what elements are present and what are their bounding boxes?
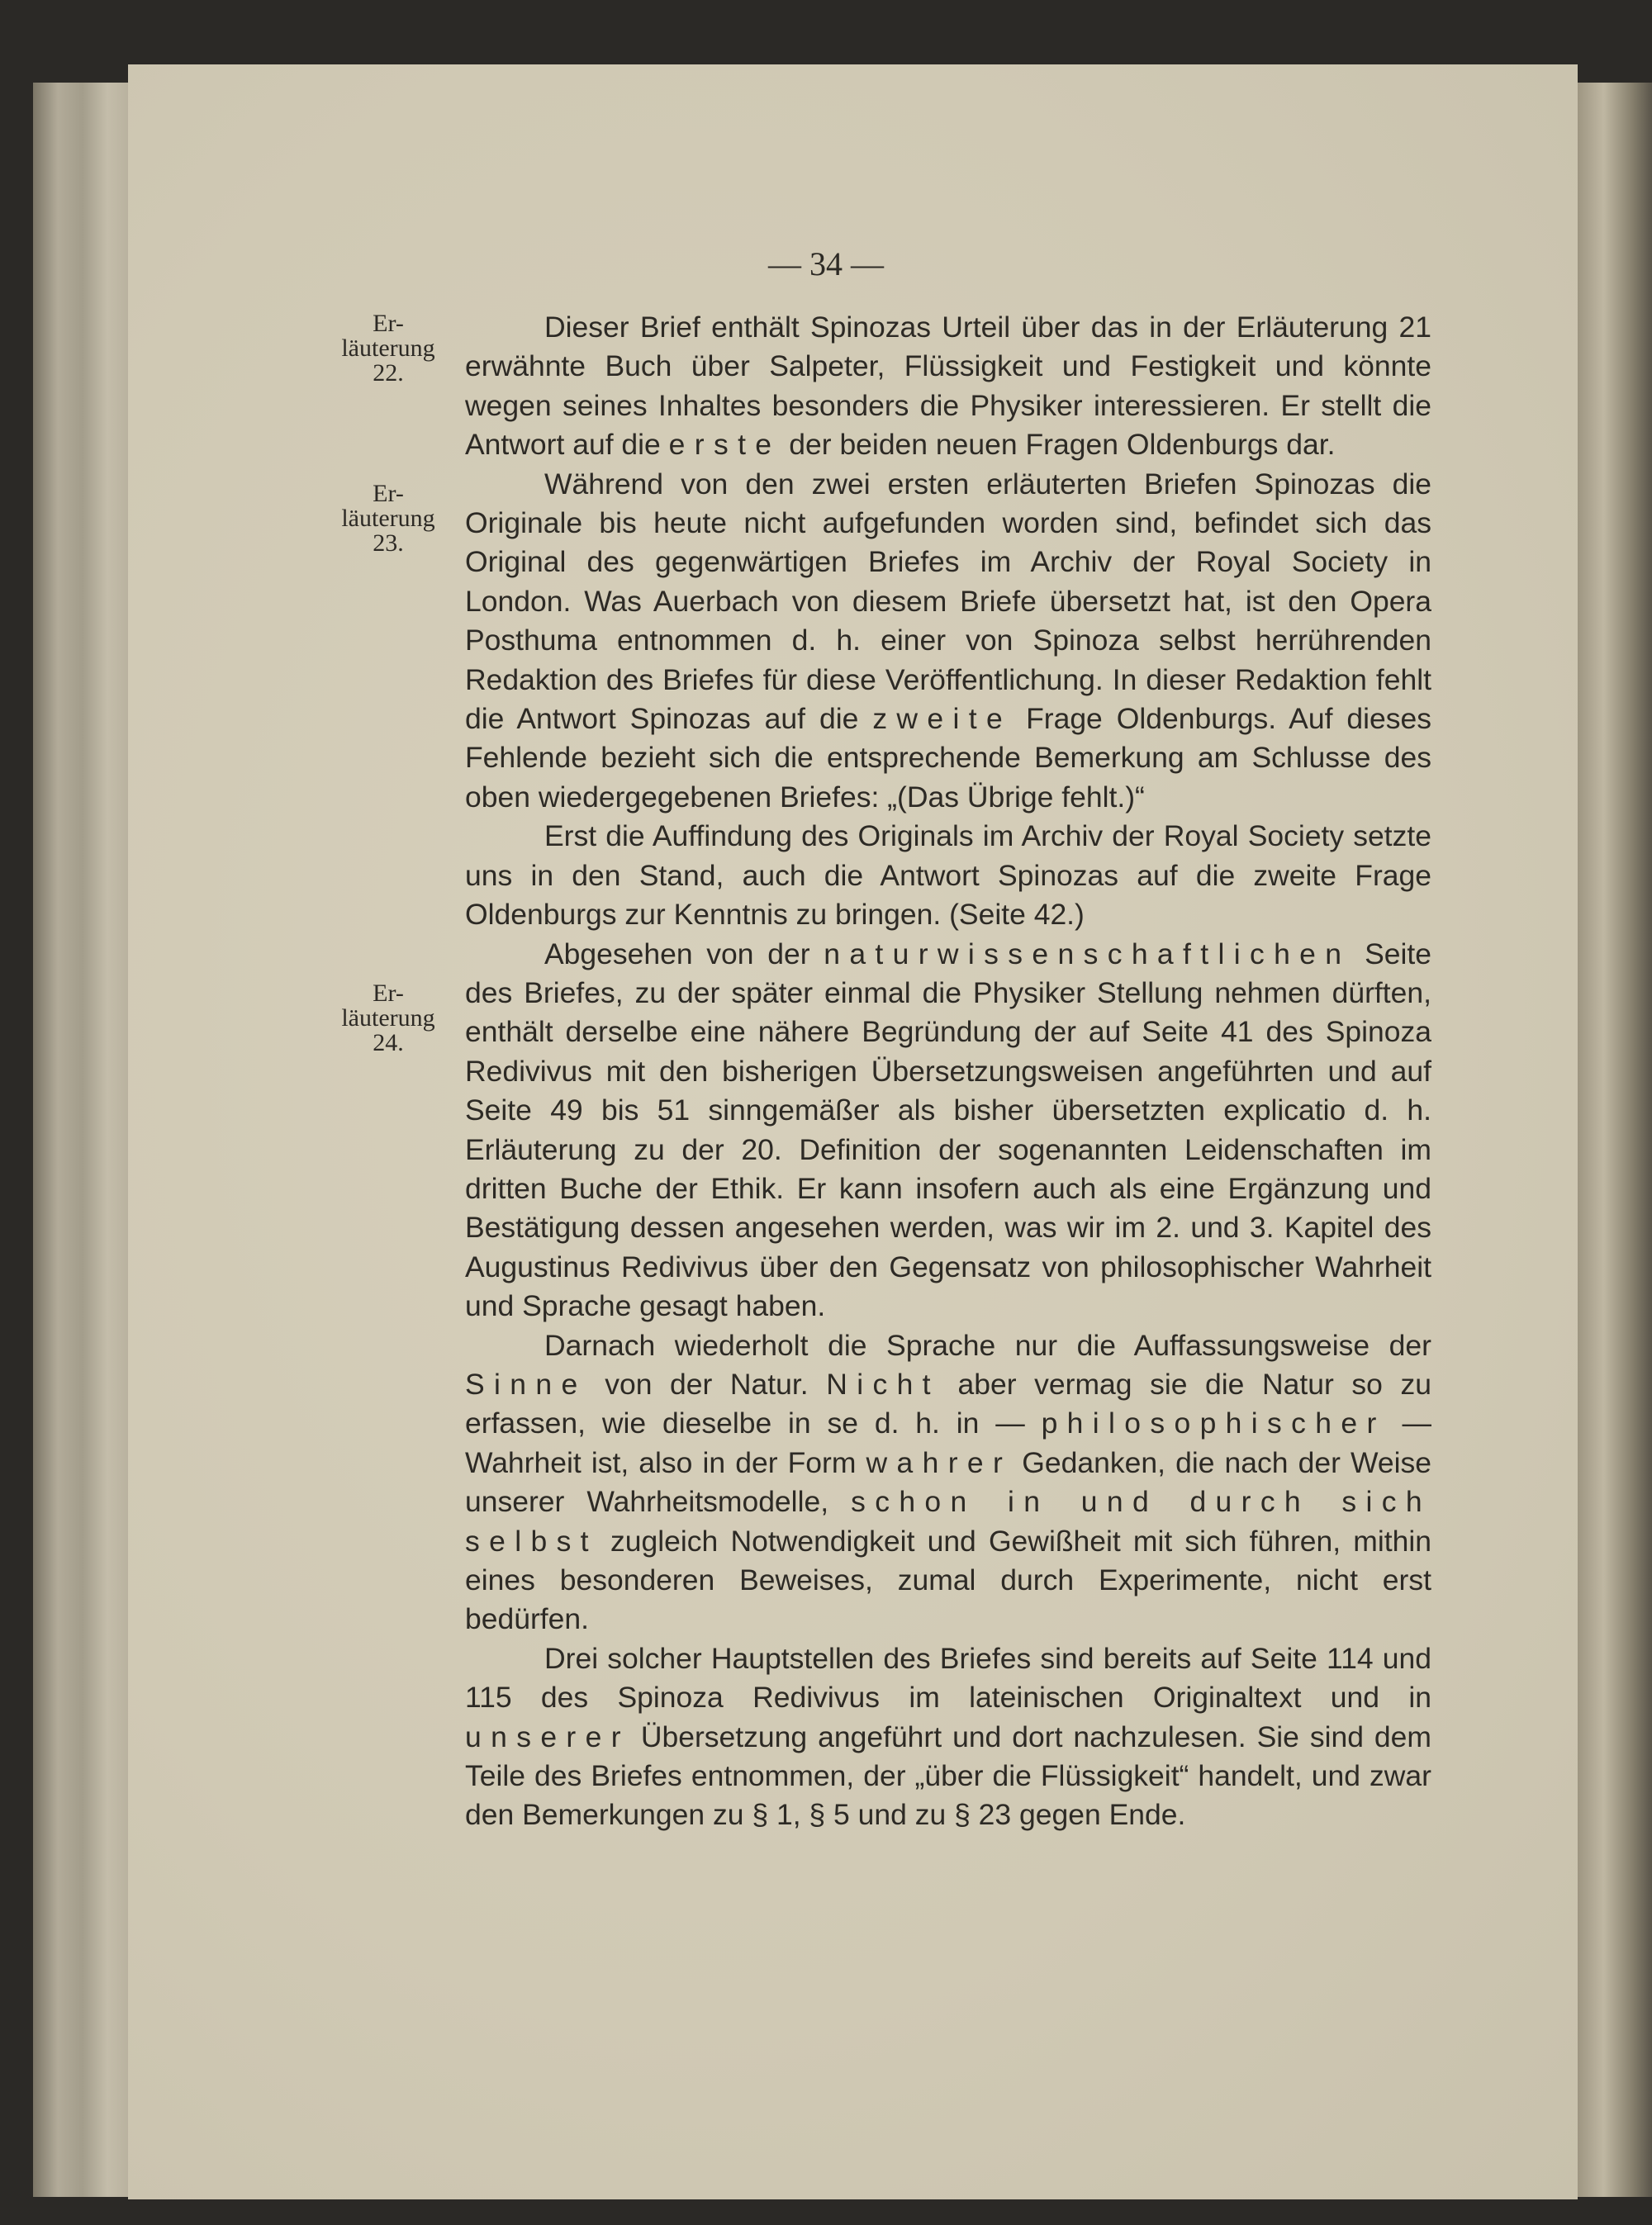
- emphasis-segment: erste: [668, 428, 781, 462]
- facing-page-edge: [1578, 83, 1652, 2197]
- emphasis-segment: schon in und durch sich selbst: [465, 1485, 1431, 1558]
- paragraph-1: [465, 308, 1431, 465]
- text-segment: der beiden neuen Fragen Oldenburgs dar.: [781, 428, 1336, 462]
- emphasis-segment: wahrer: [866, 1445, 1013, 1479]
- margin-note-line: läuterung: [341, 334, 435, 362]
- paragraph-2: [465, 465, 1431, 818]
- paragraph-6: [465, 1639, 1431, 1835]
- emphasis-segment: philosophischer: [1041, 1407, 1386, 1440]
- margin-note-24: [326, 981, 450, 1056]
- text-segment: Seite des Briefes, zu der später einmal die Physiker Stellung nehmen dürften, enthält derselbe eine nähere Begründung der auf Seite 41 des Spinoza Redivivus mit den bisherigen Übersetzungsweisen angeführten und auf Seite 49 bis 51 sinngemäßer als bisher übersetzten explicatio d. h. Erläuterung zu der 20. Definition der sogenannten Leidenschaften im dritten Buche der Ethik. Er kann insofern auch als eine Ergänzung und Bestätigung dessen angesehen werden, was wir im 2. und 3. Kapitel des Augustinus Redivivus über den Gegensatz von philosophischer Wahrheit und Sprache gesagt haben.: [465, 937, 1431, 1323]
- paragraph-3: [465, 817, 1431, 934]
- page-number: — 34 —: [768, 245, 884, 282]
- text-segment: von der Natur.: [586, 1367, 827, 1401]
- margin-note-line: läuterung: [341, 505, 435, 532]
- margin-note-line: Er-: [373, 480, 404, 507]
- text-segment: aber vermag sie die Natur so zu erfassen, wie dieselbe in se d. h. in —: [465, 1367, 1431, 1440]
- margin-note-23: [326, 482, 450, 556]
- text-segment: Erst die Auffindung des Originals im Archiv der Royal Society setzte uns in den Stand, auch die Antwort Spinozas auf die zweite Frage Oldenburgs zur Kenntnis zu bringen. (Seite 42.): [465, 819, 1431, 932]
- emphasis-segment: zweite: [872, 702, 1013, 736]
- text-segment: zugleich Notwendigkeit und Gewißheit mit sich führen, mithin eines besonderen Beweises, zumal durch Experimente, nicht erst bedürfen.: [465, 1524, 1431, 1636]
- emphasis-segment: unserer: [465, 1720, 630, 1753]
- text-segment: Dieser Brief enthält Spinozas Urteil über das in der Erläuterung 21 erwähnte Buch über Salpeter, Flüssigkeit und Festigkeit und könnte wegen seines Inhaltes besonders die Physiker interessieren. Er stellt die Antwort auf die: [465, 311, 1431, 462]
- text-segment: Darnach wiederholt die Sprache nur die Auffassungsweise der: [544, 1328, 1431, 1362]
- text-segment: — Wahrheit ist, also in der Form: [465, 1407, 1431, 1479]
- margin-note-line: 24.: [373, 1029, 404, 1056]
- margin-note-line: 23.: [373, 529, 404, 557]
- emphasis-segment: naturwissenschaftlichen: [824, 937, 1351, 970]
- margin-note-line: 22.: [373, 359, 404, 387]
- text-segment: Während von den zwei ersten erläuterten Briefen Spinozas die Originale bis heute nicht aufgefunden worden sind, befindet sich das Original des gegenwärtigen Briefes im Archiv der Royal Society in London. Was Auerbach von diesem Briefe übersetzt hat, ist den Opera Posthuma entnommen d. h. einer von Spinoza selbst herrührenden Redaktion des Briefes für diese Veröffentlichung. In dieser Redaktion fehlt die Antwort Spinozas auf die: [465, 467, 1431, 736]
- text-segment: Drei solcher Hauptstellen des Briefes sind bereits auf Seite 114 und 115 des Spinoza Redivivus im lateinischen Originaltext und in: [465, 1641, 1431, 1715]
- text-segment: Frage Oldenburgs. Auf dieses Fehlende bezieht sich die entsprechende Bemerkung am Schlusse des oben wiedergegebenen Briefes: „(Das Übrige fehlt.)“: [465, 702, 1432, 814]
- emphasis-segment: Nicht: [826, 1367, 940, 1401]
- margin-note-22: [326, 311, 450, 386]
- text-segment: Übersetzung angeführt und dort nachzulesen. Sie sind dem Teile des Briefes entnommen, der „über die Flüssigkeit“ handelt, und zwar den Bemerkungen zu § 1, § 5 und zu § 23 gegen Ende.: [465, 1720, 1431, 1832]
- text-segment: Gedanken, die nach der Weise unserer Wahrheitsmodelle,: [465, 1445, 1431, 1519]
- margin-note-line: Er-: [373, 980, 404, 1007]
- emphasis-segment: Sinne: [465, 1367, 587, 1401]
- margin-note-line: Er-: [373, 310, 404, 337]
- margin-note-line: läuterung: [341, 1004, 435, 1032]
- paragraph-4: [465, 935, 1431, 1326]
- body-text: [465, 308, 1431, 1835]
- text-segment: Abgesehen von der: [544, 937, 824, 970]
- paragraph-5: [465, 1326, 1431, 1639]
